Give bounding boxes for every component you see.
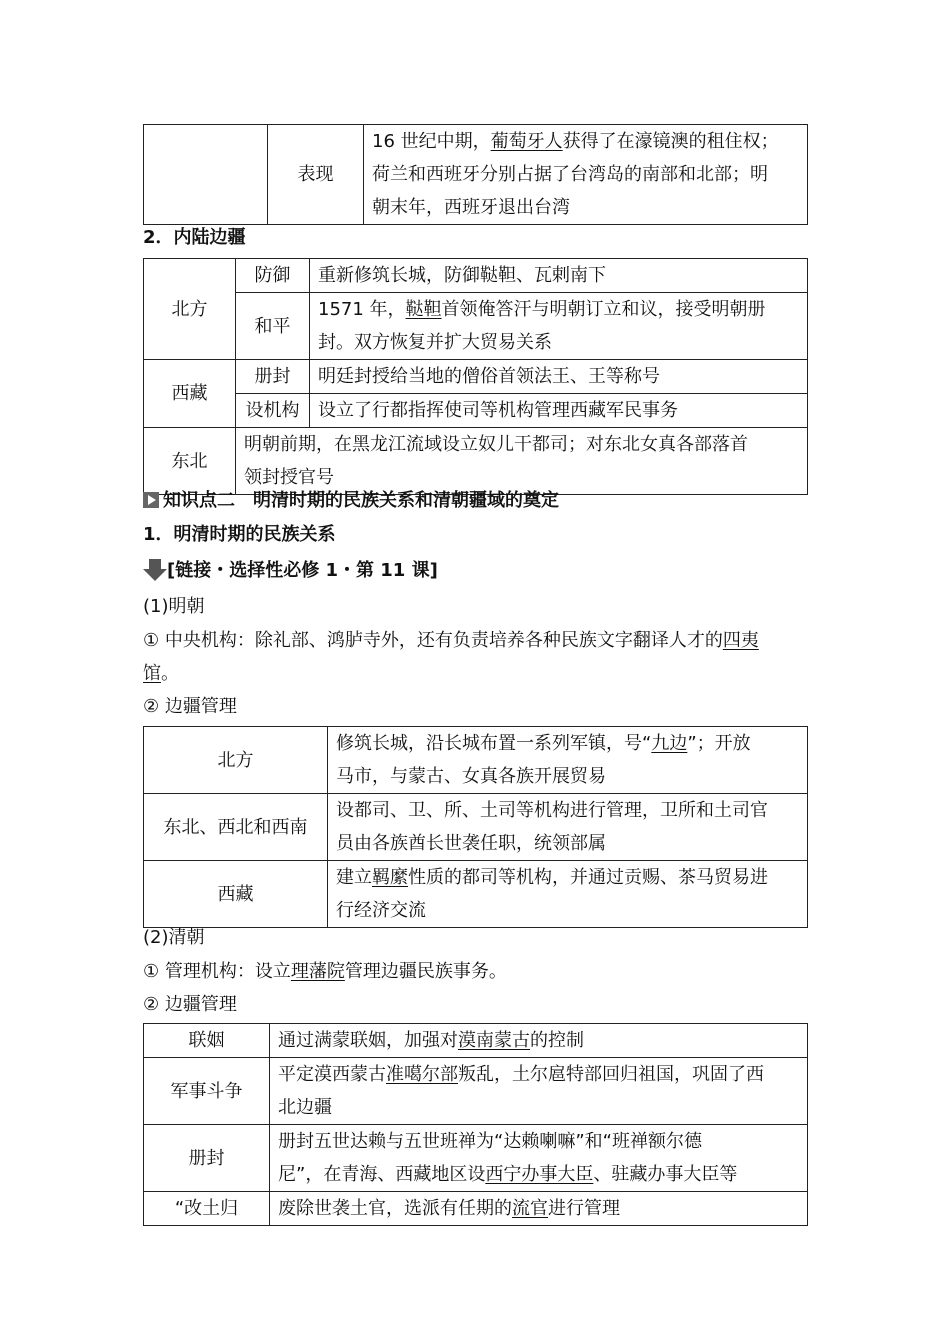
heading-inland: 2．内陆边疆 <box>143 227 246 248</box>
cell-peace: 和平 <box>236 293 310 360</box>
ming-heading: (1)明朝 <box>143 596 205 617</box>
cell-confer-text: 明廷封授给当地的僧俗首领法王、王等称号 <box>310 360 808 394</box>
empty-cell <box>144 125 268 225</box>
cell-defense: 防御 <box>236 259 310 293</box>
cell-setup-text: 设立了行都指挥使司等机构管理西藏军民事务 <box>310 394 808 428</box>
cell-northeast: 东北 <box>144 428 236 495</box>
table-inland <box>143 258 808 495</box>
ming-row2-label: 东北、西北和西南 <box>144 794 328 861</box>
qing-row1-label: 联姻 <box>144 1024 270 1058</box>
table-top <box>143 124 808 225</box>
qing-row3-label: 册封 <box>144 1125 270 1192</box>
down-arrow-icon <box>143 559 167 581</box>
table-qing <box>143 1023 808 1226</box>
cell-tibet: 西藏 <box>144 360 236 428</box>
cell-north: 北方 <box>144 259 236 360</box>
heading-relations: 1．明清时期的民族关系 <box>143 524 336 545</box>
ming-row1-label: 北方 <box>144 727 328 794</box>
link-reference: [链接・选择性必修 1・第 11 课] <box>143 554 438 587</box>
ming-central-line2: 馆。 <box>143 663 179 684</box>
qing-admin: ① 管理机构：设立理藩院管理边疆民族事务。 <box>143 961 507 982</box>
cell-label: 表现 <box>268 125 364 225</box>
ming-row3-label: 西藏 <box>144 861 328 928</box>
cell-peace-text: 1571 年，鞑靼首领俺答汗与明朝订立和议，接受明朝册 封。双方恢复并扩大贸易关系 <box>310 293 808 360</box>
ming-border-heading: ② 边疆管理 <box>143 696 237 717</box>
qing-row2-label: 军事斗争 <box>144 1058 270 1125</box>
qing-row2-text: 平定漠西蒙古准噶尔部叛乱，土尔扈特部回归祖国，巩固了西 北边疆 <box>270 1058 808 1125</box>
qing-row1-text: 通过满蒙联姻，加强对漠南蒙古的控制 <box>270 1024 808 1058</box>
ming-row3-text: 建立羁縻性质的都司等机构，并通过贡赐、茶马贸易进 行经济交流 <box>328 861 808 928</box>
table-ming <box>143 726 808 928</box>
cell-defense-text: 重新修筑长城，防御鞑靼、瓦剌南下 <box>310 259 808 293</box>
knowledge-point-heading: 知识点二 明清时期的民族关系和清朝疆域的奠定 <box>143 484 559 517</box>
cell-content: 16 世纪中期，葡萄牙人获得了在濠镜澳的租住权； 荷兰和西班牙分别占据了台湾岛的南部和北部；明 朝末年，西班牙退出台湾 <box>364 125 808 225</box>
qing-row4-text: 废除世袭土官，选派有任期的流官进行管理 <box>270 1192 808 1226</box>
play-icon <box>143 492 159 508</box>
cell-northeast-text: 明朝前期，在黑龙江流域设立奴儿干都司；对东北女真各部落首 领封授官号 <box>236 428 808 495</box>
cell-setup: 设机构 <box>236 394 310 428</box>
qing-heading: (2)清朝 <box>143 927 205 948</box>
ming-row1-text: 修筑长城，沿长城布置一系列军镇，号“九边”；开放 马市，与蒙古、女真各族开展贸易 <box>328 727 808 794</box>
qing-row4-label: “改土归 <box>144 1192 270 1226</box>
qing-row3-text: 册封五世达赖与五世班禅为“达赖喇嘛”和“班禅额尔德 尼”，在青海、西藏地区设西宁办事大臣、驻藏办事大臣等 <box>270 1125 808 1192</box>
qing-border-heading: ② 边疆管理 <box>143 994 237 1015</box>
ming-row2-text: 设都司、卫、所、土司等机构进行管理，卫所和土司官 员由各族酋长世袭任职，统领部属 <box>328 794 808 861</box>
ming-central-line1: ① 中央机构：除礼部、鸿胪寺外，还有负责培养各种民族文字翻译人才的四夷 <box>143 630 759 651</box>
cell-confer: 册封 <box>236 360 310 394</box>
